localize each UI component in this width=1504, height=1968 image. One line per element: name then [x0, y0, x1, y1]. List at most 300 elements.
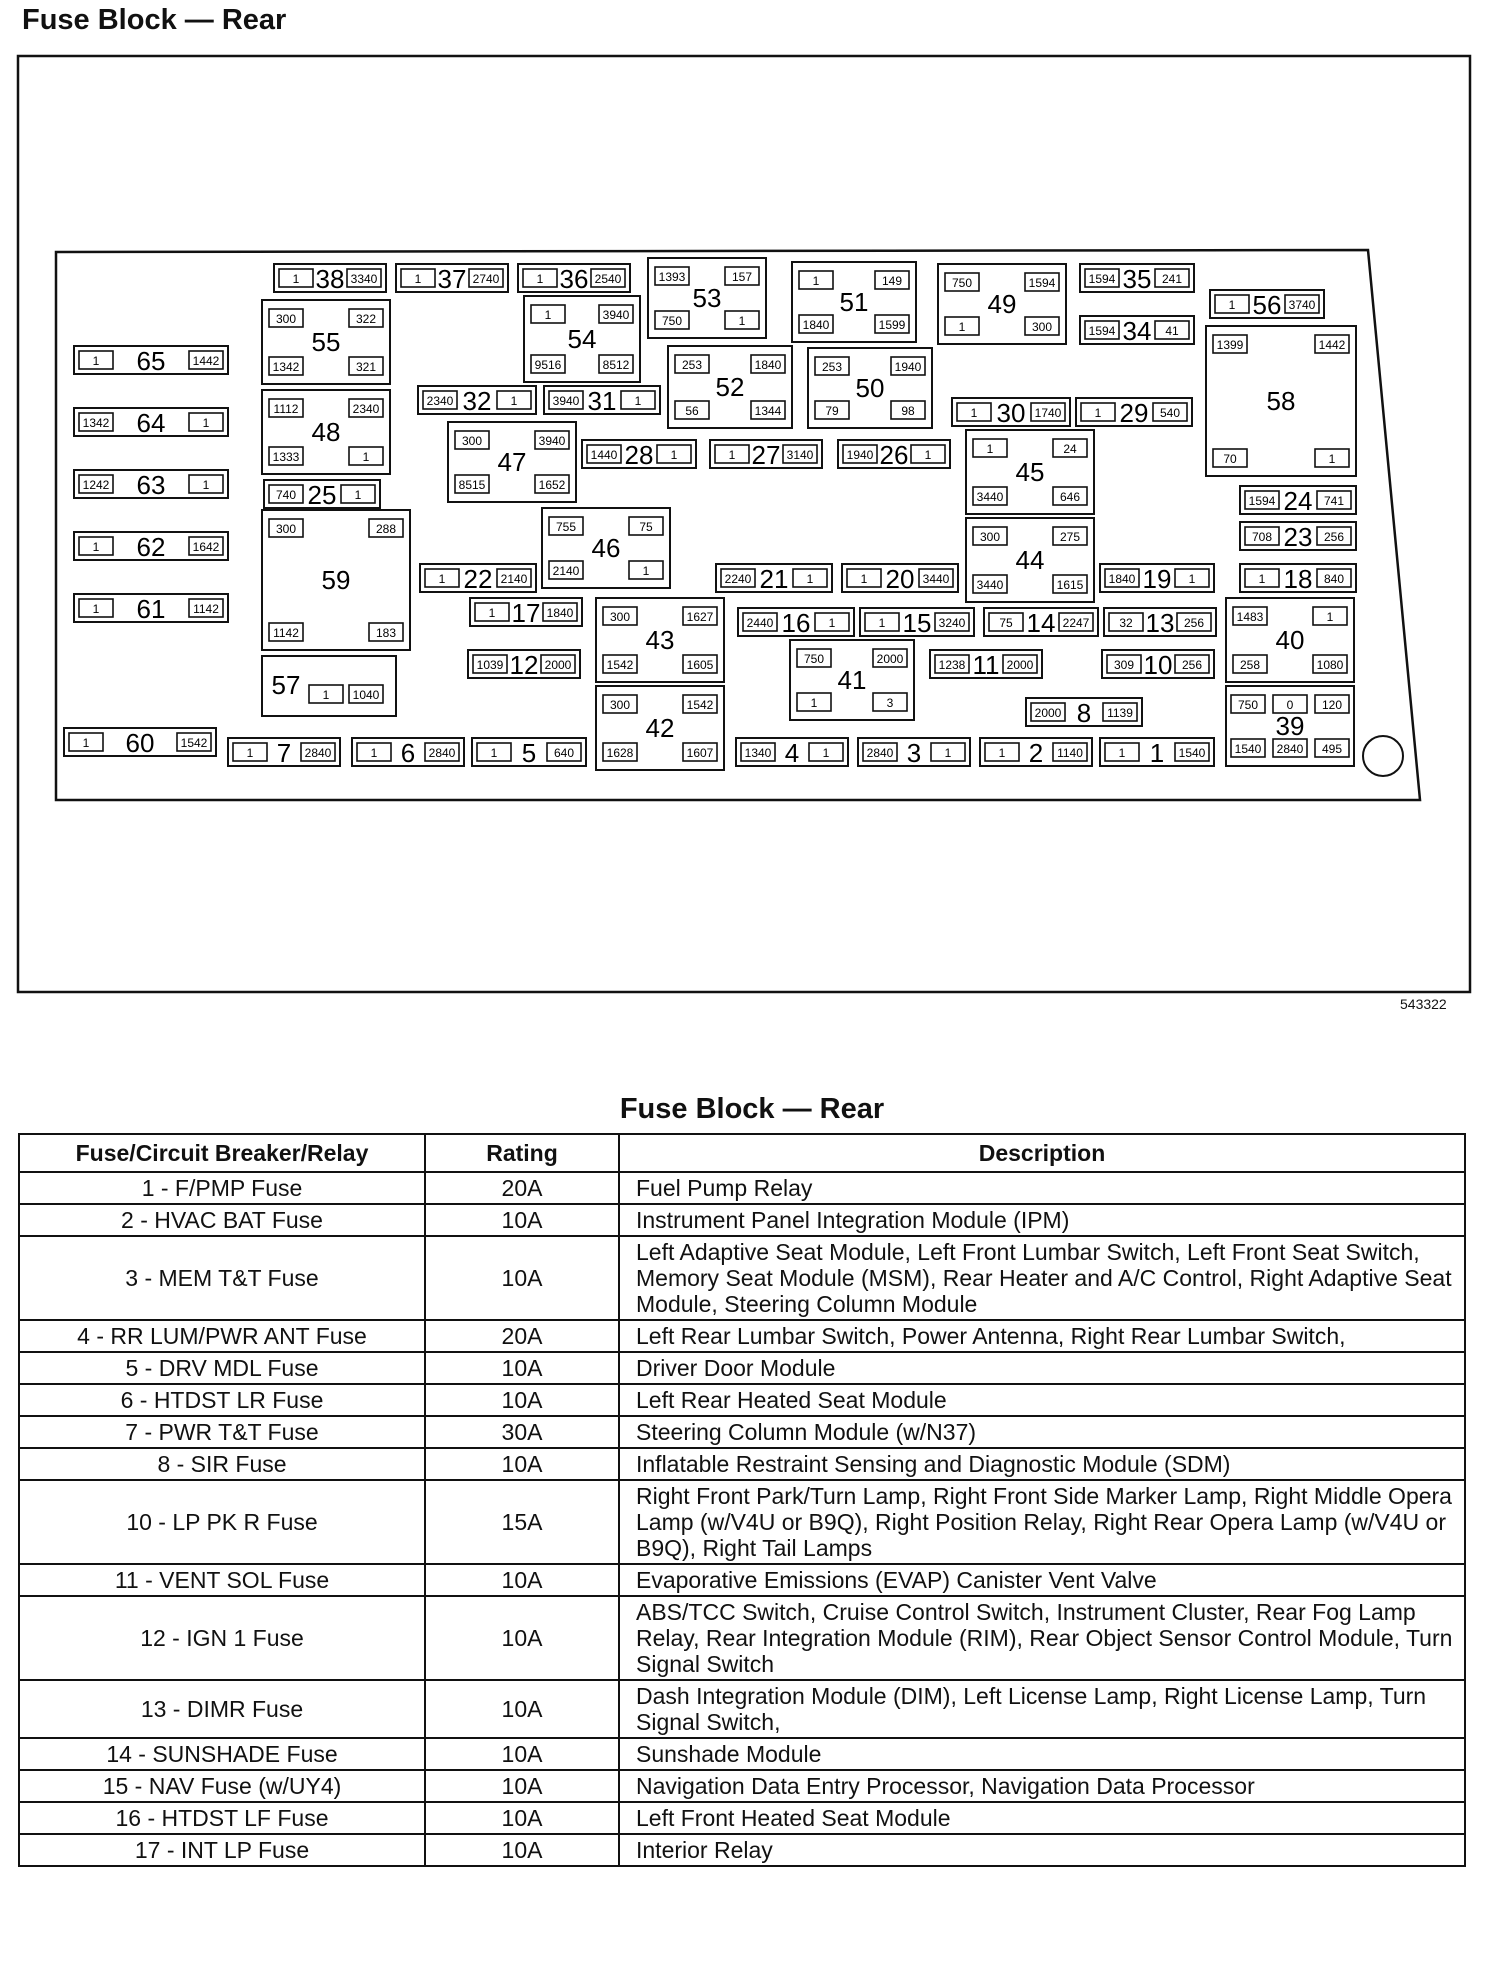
fuse-23: [1240, 522, 1356, 552]
terminal-label: 1: [924, 448, 932, 462]
fuse-number: 2: [1028, 738, 1044, 768]
relay-number: 46: [591, 533, 621, 563]
terminal-label: 253: [821, 360, 843, 374]
description-cell: Left Rear Lumbar Switch, Power Antenna, Right Rear Lumbar Switch,: [619, 1320, 1465, 1352]
terminal-label: 3440: [922, 572, 950, 586]
terminal-label: 1242: [82, 478, 110, 492]
fuse-4: [736, 738, 848, 768]
terminal-label: 3: [886, 696, 894, 710]
table-header-row: [19, 1134, 1465, 1172]
terminal-label: 1: [860, 572, 868, 586]
terminal-label: 321: [355, 360, 377, 374]
fuse-name-cell: 3 - MEM T&T Fuse: [19, 1236, 425, 1320]
table-row: [19, 1416, 1465, 1448]
fuse-number: 18: [1283, 564, 1313, 594]
table-row: [19, 1834, 1465, 1866]
fuse-number: 22: [463, 564, 493, 594]
fuse-number: 29: [1119, 398, 1149, 428]
terminal-label: 1542: [180, 736, 208, 750]
table-row: [19, 1320, 1465, 1352]
terminal-label: 1: [944, 746, 952, 760]
terminal-label: 253: [681, 358, 703, 372]
fuse-number: 3: [906, 738, 922, 768]
terminal-label: 2840: [1276, 742, 1304, 756]
terminal-label: 1: [82, 736, 90, 750]
fuse-27: [710, 440, 822, 470]
terminal-label: 1542: [606, 658, 634, 672]
fuse-31: [544, 386, 660, 416]
terminal-label: 1: [488, 606, 496, 620]
fuse-11: [930, 650, 1042, 680]
terminal-label: 1483: [1236, 610, 1264, 624]
relay-54: [524, 296, 640, 382]
relay-43: [596, 598, 724, 682]
terminal-label: 1594: [1248, 494, 1276, 508]
table-row: [19, 1204, 1465, 1236]
relay-number: 55: [311, 327, 341, 357]
fuse-number: 60: [125, 728, 155, 758]
terminal-label: 1594: [1088, 324, 1116, 338]
fuse-name-cell: 12 - IGN 1 Fuse: [19, 1596, 425, 1680]
table-row: [19, 1802, 1465, 1834]
terminal-label: 1: [92, 602, 100, 616]
terminal-label: 1238: [938, 658, 966, 672]
terminal-label: 1039: [476, 658, 504, 672]
terminal-label: 2340: [352, 402, 380, 416]
fuse-name-cell: 16 - HTDST LF Fuse: [19, 1802, 425, 1834]
description-cell: Fuel Pump Relay: [619, 1172, 1465, 1204]
terminal-label: 1642: [192, 540, 220, 554]
terminal-label: 1440: [590, 448, 618, 462]
terminal-label: 3240: [938, 616, 966, 630]
fuse-name-cell: 6 - HTDST LR Fuse: [19, 1384, 425, 1416]
fuse-number: 37: [437, 264, 467, 294]
terminal-label: 9516: [534, 358, 562, 372]
fuse-number: 34: [1122, 316, 1152, 346]
terminal-label: 300: [609, 610, 631, 624]
fuse-56: [1210, 290, 1324, 320]
terminal-label: 32: [1119, 616, 1133, 630]
terminal-label: 750: [803, 652, 825, 666]
relay-49: [938, 264, 1066, 344]
terminal-label: 1142: [273, 626, 299, 640]
relay-number: 43: [645, 625, 675, 655]
fuse-number: 27: [751, 440, 781, 470]
terminal-label: 1040: [352, 688, 380, 702]
terminal-label: 1: [970, 406, 978, 420]
fuse-24: [1240, 486, 1356, 516]
terminal-label: 1: [490, 746, 498, 760]
fuse-number: 56: [1252, 290, 1282, 320]
terminal-label: 750: [661, 314, 683, 328]
fuse-6: [352, 738, 464, 768]
fuse-14: [984, 608, 1098, 638]
header-description: Description: [619, 1134, 1465, 1172]
header-fuse: Fuse/Circuit Breaker/Relay: [19, 1134, 425, 1172]
relay-number: 57: [271, 670, 301, 700]
terminal-label: 0: [1286, 698, 1294, 712]
terminal-label: 3340: [350, 272, 378, 286]
terminal-label: 98: [901, 404, 915, 418]
relay-48: [262, 390, 390, 474]
terminal-label: 740: [275, 488, 297, 502]
fuse-25: [264, 480, 380, 510]
rating-cell: 20A: [425, 1172, 619, 1204]
terminal-label: 1: [246, 746, 254, 760]
fuse-37: [396, 264, 508, 294]
page-title: Fuse Block — Rear: [22, 4, 287, 36]
fuse-13: [1104, 608, 1216, 638]
fuse-number: 62: [136, 532, 166, 562]
fuse-22: [420, 564, 536, 594]
terminal-label: 1: [986, 442, 994, 456]
mounting-hole: [1363, 736, 1403, 776]
fuse-17: [470, 598, 582, 628]
relay-53: [648, 258, 766, 338]
fuse-name-cell: 7 - PWR T&T Fuse: [19, 1416, 425, 1448]
description-cell: Left Front Heated Seat Module: [619, 1802, 1465, 1834]
relay-44: [966, 518, 1094, 602]
terminal-label: 2340: [426, 394, 454, 408]
terminal-label: 3940: [552, 394, 580, 408]
fuse-name-cell: 17 - INT LP Fuse: [19, 1834, 425, 1866]
relay-number: 59: [321, 565, 351, 595]
table-title: Fuse Block — Rear: [619, 1093, 885, 1125]
relay-50: [808, 348, 932, 428]
terminal-label: 646: [1059, 490, 1081, 504]
terminal-label: 1: [292, 272, 300, 286]
relay-46: [542, 508, 670, 588]
fuse-number: 38: [315, 264, 345, 294]
relay-58: [1206, 326, 1356, 476]
fuse-28: [582, 440, 696, 470]
description-cell: Dash Integration Module (DIM), Left License Lamp, Right License Lamp, Turn Signal Switch,: [619, 1680, 1465, 1738]
terminal-label: 75: [639, 520, 653, 534]
terminal-label: 1628: [606, 746, 634, 760]
fuse-number: 5: [521, 738, 537, 768]
terminal-label: 2840: [866, 746, 894, 760]
terminal-label: 1139: [1107, 706, 1133, 720]
relay-number: 50: [855, 373, 885, 403]
fuse-name-cell: 8 - SIR Fuse: [19, 1448, 425, 1480]
terminal-label: 258: [1239, 658, 1261, 672]
fuse-number: 23: [1283, 522, 1313, 552]
fuse-name-cell: 10 - LP PK R Fuse: [19, 1480, 425, 1564]
relay-number: 53: [692, 283, 722, 313]
terminal-label: 56: [685, 404, 699, 418]
fuse-60: [64, 728, 216, 758]
fuse-7: [228, 738, 340, 768]
terminal-label: 2000: [544, 658, 572, 672]
relay-51: [792, 262, 916, 342]
fuse-3: [858, 738, 970, 768]
fuse-35: [1080, 264, 1194, 294]
fuse-29: [1076, 398, 1192, 428]
relay-number: 45: [1015, 457, 1045, 487]
terminal-label: 300: [1031, 320, 1053, 334]
rating-cell: 10A: [425, 1384, 619, 1416]
fuse-number: 65: [136, 346, 166, 376]
description-cell: ABS/TCC Switch, Cruise Control Switch, Instrument Cluster, Rear Fog Lamp Relay, Rear Integration Module (RIM), Rear Object Sensor Control Module, Turn Signal Switch: [619, 1596, 1465, 1680]
terminal-label: 1: [322, 688, 330, 702]
terminal-label: 1605: [686, 658, 714, 672]
fuse-61: [74, 594, 228, 624]
description-cell: Interior Relay: [619, 1834, 1465, 1866]
terminal-label: 300: [461, 434, 483, 448]
terminal-label: 157: [731, 270, 753, 284]
rating-cell: 10A: [425, 1738, 619, 1770]
relay-number: 39: [1275, 711, 1305, 741]
fuse-number: 36: [559, 264, 589, 294]
terminal-label: 3140: [786, 448, 814, 462]
relay-45: [966, 430, 1094, 514]
terminal-label: 1: [670, 448, 678, 462]
terminal-label: 1540: [1178, 746, 1206, 760]
terminal-label: 1627: [686, 610, 714, 624]
terminal-label: 8515: [458, 478, 486, 492]
terminal-label: 1: [998, 746, 1006, 760]
fuse-5: [472, 738, 586, 768]
fuse-number: 64: [136, 408, 166, 438]
terminal-label: 1: [1094, 406, 1102, 420]
terminal-label: 1: [1258, 572, 1266, 586]
fuse-number: 31: [587, 386, 617, 416]
fuse-20: [842, 564, 958, 594]
table-row: [19, 1172, 1465, 1204]
terminal-label: 1: [354, 488, 362, 502]
relay-number: 52: [715, 372, 745, 402]
table-row: [19, 1770, 1465, 1802]
terminal-label: 300: [609, 698, 631, 712]
table-row: [19, 1384, 1465, 1416]
terminal-label: 1: [822, 746, 830, 760]
rating-cell: 10A: [425, 1204, 619, 1236]
terminal-label: 3440: [976, 578, 1004, 592]
terminal-label: 750: [1237, 698, 1259, 712]
description-cell: Instrument Panel Integration Module (IPM): [619, 1204, 1465, 1236]
relay-number: 54: [567, 324, 597, 354]
terminal-label: 1652: [538, 478, 566, 492]
fuse-number: 20: [885, 564, 915, 594]
table-row: [19, 1480, 1465, 1564]
rating-cell: 10A: [425, 1564, 619, 1596]
fuse-number: 63: [136, 470, 166, 500]
description-cell: Right Front Park/Turn Lamp, Right Front Side Marker Lamp, Right Middle Opera Lamp (w/V4U or B9Q), Right Position Relay, Right Rear Opera Lamp (w/V4U or B9Q), Right Tail Lamps: [619, 1480, 1465, 1564]
relay-number: 48: [311, 417, 341, 447]
relay-57: [262, 656, 396, 716]
fuse-1: [1100, 738, 1214, 768]
fuse-64: [74, 408, 228, 438]
terminal-label: 755: [555, 520, 577, 534]
terminal-label: 2000: [1006, 658, 1034, 672]
rating-cell: 10A: [425, 1352, 619, 1384]
relay-number: 49: [987, 289, 1017, 319]
description-cell: Left Adaptive Seat Module, Left Front Lumbar Switch, Left Front Seat Switch, Memory Seat Module (MSM), Rear Heater and A/C Control, Right Adaptive Seat Module, Steering Column Module: [619, 1236, 1465, 1320]
fuse-2: [980, 738, 1092, 768]
relay-number: 44: [1015, 545, 1045, 575]
rating-cell: 10A: [425, 1680, 619, 1738]
fuse-10: [1102, 650, 1214, 680]
terminal-label: 1: [810, 696, 818, 710]
fuse-number: 17: [511, 598, 541, 628]
terminal-label: 256: [1323, 530, 1345, 544]
terminal-label: 1: [1328, 452, 1336, 466]
fuse-12: [468, 650, 580, 680]
terminal-label: 1393: [658, 270, 686, 284]
terminal-label: 1: [642, 564, 650, 578]
terminal-label: 1607: [686, 746, 714, 760]
terminal-label: 300: [979, 530, 1001, 544]
terminal-label: 1140: [1057, 746, 1083, 760]
description-cell: Steering Column Module (w/N37): [619, 1416, 1465, 1448]
fuse-34: [1080, 316, 1194, 346]
table-row: [19, 1738, 1465, 1770]
relay-41: [790, 640, 914, 720]
relay-number: 51: [839, 287, 869, 317]
terminal-label: 1: [438, 572, 446, 586]
fuse-26: [838, 440, 950, 470]
terminal-label: 2000: [876, 652, 904, 666]
terminal-label: 1: [1188, 572, 1196, 586]
terminal-label: 1: [414, 272, 422, 286]
relay-42: [596, 686, 724, 770]
fuse-name-cell: 15 - NAV Fuse (w/UY4): [19, 1770, 425, 1802]
terminal-label: 2540: [594, 272, 622, 286]
header-rating: Rating: [425, 1134, 619, 1172]
terminal-label: 1342: [82, 416, 110, 430]
figure-id: 543322: [1400, 996, 1447, 1012]
description-cell: Left Rear Heated Seat Module: [619, 1384, 1465, 1416]
terminal-label: 1: [812, 274, 820, 288]
terminal-label: 70: [1223, 452, 1237, 466]
terminal-label: 79: [825, 404, 839, 418]
fuse-number: 24: [1283, 486, 1313, 516]
table-row: [19, 1352, 1465, 1384]
fuse-number: 19: [1142, 564, 1172, 594]
terminal-label: 2440: [746, 616, 774, 630]
fuse-19: [1100, 564, 1214, 594]
terminal-label: 540: [1159, 406, 1181, 420]
terminal-label: 1615: [1056, 578, 1084, 592]
relay-number: 47: [497, 447, 527, 477]
relay-40: [1226, 598, 1354, 682]
rating-cell: 10A: [425, 1802, 619, 1834]
fuse-name-cell: 5 - DRV MDL Fuse: [19, 1352, 425, 1384]
terminal-label: 1442: [1318, 338, 1346, 352]
terminal-label: 24: [1063, 442, 1077, 456]
terminal-label: 1340: [744, 746, 772, 760]
description-cell: Sunshade Module: [619, 1738, 1465, 1770]
description-cell: Inflatable Restraint Sensing and Diagnostic Module (SDM): [619, 1448, 1465, 1480]
terminal-label: 1: [92, 354, 100, 368]
relay-number: 40: [1275, 625, 1305, 655]
terminal-label: 256: [1183, 616, 1205, 630]
terminal-label: 1599: [878, 318, 906, 332]
terminal-label: 840: [1323, 572, 1345, 586]
fuse-65: [74, 346, 228, 376]
fuse-63: [74, 470, 228, 500]
fuse-number: 25: [307, 480, 337, 510]
terminal-label: 1442: [192, 354, 220, 368]
fuse-table: [18, 1133, 1466, 1867]
fuse-18: [1240, 564, 1356, 594]
terminal-label: 300: [275, 312, 297, 326]
relay-52: [668, 346, 792, 428]
rating-cell: 10A: [425, 1834, 619, 1866]
terminal-label: 1: [828, 616, 836, 630]
fuse-number: 10: [1143, 650, 1173, 680]
table-row: [19, 1448, 1465, 1480]
terminal-label: 1: [1326, 610, 1334, 624]
fuse-21: [716, 564, 832, 594]
relay-47: [448, 422, 576, 502]
relay-number: 41: [837, 665, 867, 695]
relay-number: 42: [645, 713, 675, 743]
terminal-label: 41: [1165, 324, 1179, 338]
fuse-name-cell: 14 - SUNSHADE Fuse: [19, 1738, 425, 1770]
description-cell: Navigation Data Entry Processor, Navigation Data Processor: [619, 1770, 1465, 1802]
terminal-label: 1542: [686, 698, 714, 712]
fuse-16: [738, 608, 854, 638]
rating-cell: 30A: [425, 1416, 619, 1448]
terminal-label: 1080: [1316, 658, 1344, 672]
terminal-label: 1: [544, 308, 552, 322]
fuse-name-cell: 1 - F/PMP Fuse: [19, 1172, 425, 1204]
terminal-label: 741: [1323, 494, 1345, 508]
fuse-number: 26: [879, 440, 909, 470]
fuse-number: 30: [996, 398, 1026, 428]
fuse-name-cell: 2 - HVAC BAT Fuse: [19, 1204, 425, 1236]
terminal-label: 1840: [1108, 572, 1136, 586]
terminal-label: 1740: [1034, 406, 1062, 420]
terminal-label: 1: [806, 572, 814, 586]
terminal-label: 8512: [602, 358, 630, 372]
description-cell: Evaporative Emissions (EVAP) Canister Vent Valve: [619, 1564, 1465, 1596]
terminal-label: 300: [275, 522, 297, 536]
relay-59: [262, 510, 410, 650]
terminal-label: 1940: [894, 360, 922, 374]
terminal-label: 3940: [602, 308, 630, 322]
fuse-number: 13: [1145, 608, 1175, 638]
table-row: [19, 1596, 1465, 1680]
terminal-label: 1: [536, 272, 544, 286]
rating-cell: 20A: [425, 1320, 619, 1352]
terminal-label: 1: [92, 540, 100, 554]
terminal-label: 1594: [1088, 272, 1116, 286]
terminal-label: 288: [375, 522, 397, 536]
rating-cell: 10A: [425, 1596, 619, 1680]
terminal-label: 241: [1161, 272, 1183, 286]
terminal-label: 3740: [1288, 298, 1316, 312]
terminal-label: 1594: [1028, 276, 1056, 290]
fuse-number: 4: [784, 738, 800, 768]
terminal-label: 1: [510, 394, 518, 408]
table-row: [19, 1564, 1465, 1596]
fuse-number: 21: [759, 564, 789, 594]
terminal-label: 3940: [538, 434, 566, 448]
terminal-label: 256: [1181, 658, 1203, 672]
terminal-label: 1840: [546, 606, 574, 620]
relay-39: [1226, 686, 1354, 766]
rating-cell: 10A: [425, 1770, 619, 1802]
terminal-label: 3440: [976, 490, 1004, 504]
fuse-number: 14: [1026, 608, 1056, 638]
fuse-8: [1026, 698, 1142, 728]
terminal-label: 1: [202, 416, 210, 430]
terminal-label: 640: [553, 746, 575, 760]
terminal-label: 2140: [552, 564, 580, 578]
fuse-38: [274, 264, 386, 294]
